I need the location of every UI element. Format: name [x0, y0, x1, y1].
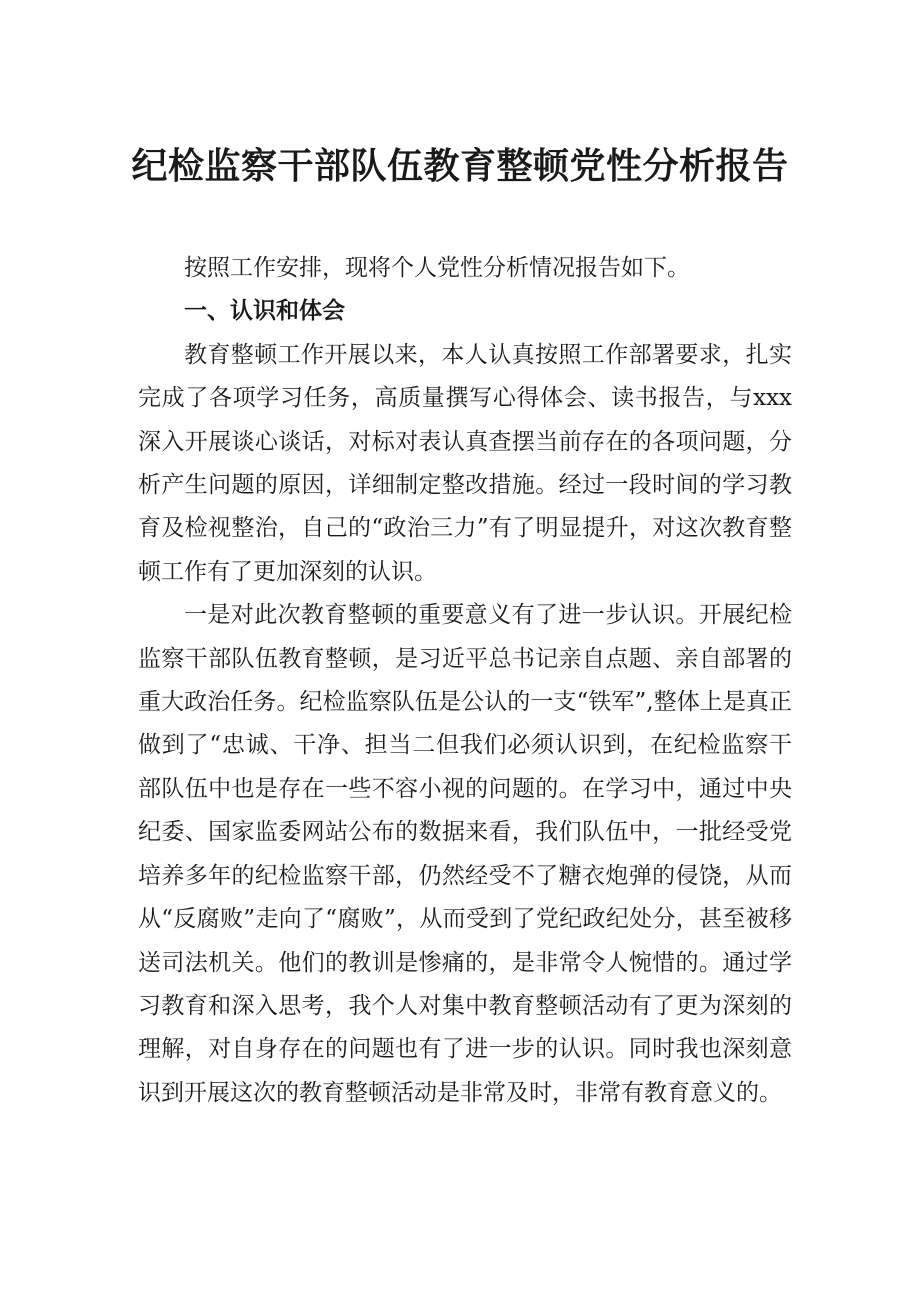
document-body — [138, 247, 792, 1115]
body-paragraph: 一是对此次教育整顿的重要意义有了进一步认识。开展纪检监察干部队伍教育整顿，是习近平总书记亲自点题、亲自部署的重大政治任务。纪检监察队伍是公认的一支“铁军”,整体上是真正做到了“忠诚、干净、担当二但我们必须认识到，在纪检监察干部队伍中也是存在一些不容小视的问题的。在学习中，通过中央纪委、国家监委网站公布的数据来看，我们队伍中，一批经受党培养多年的纪检监察干部，仍然经受不了糖衣炮弹的侵饶，从而从“反腐败”走向了“腐败”，从而受到了党纪政纪处分，甚至被移送司法机关。他们的教训是惨痛的，是非常令人惋惜的。通过学习教育和深入思考，我个人对集中教育整顿活动有了更为深刻的理解，对自身存在的问题也有了进一步的认识。同时我也深刻意识到开展这次的教育整顿活动是非常及时，非常有教育意义的。 — [138, 602, 792, 1106]
body-paragraph: 教育整顿工作开展以来，本人认真按照工作部署要求，扎实完成了各项学习任务，高质量撰写心得体会、读书报告，与xxx深入开展谈心谈话，对标对表认真查摆当前存在的各项问题，分析产生问题的原因，详细制定整改措施。经过一段时间的学习教育及检视整治，自己的“政治三力”有了明显提升，对这次教育整顿工作有了更加深刻的认识。 — [138, 341, 792, 585]
document-title: 纪检监察干部队伍教育整顿党性分析报告 — [131, 146, 789, 187]
intro-paragraph: 按照工作安排，现将个人党性分析情况报告如下。 — [184, 255, 690, 281]
section-heading: 一、认识和体会 — [184, 298, 345, 325]
